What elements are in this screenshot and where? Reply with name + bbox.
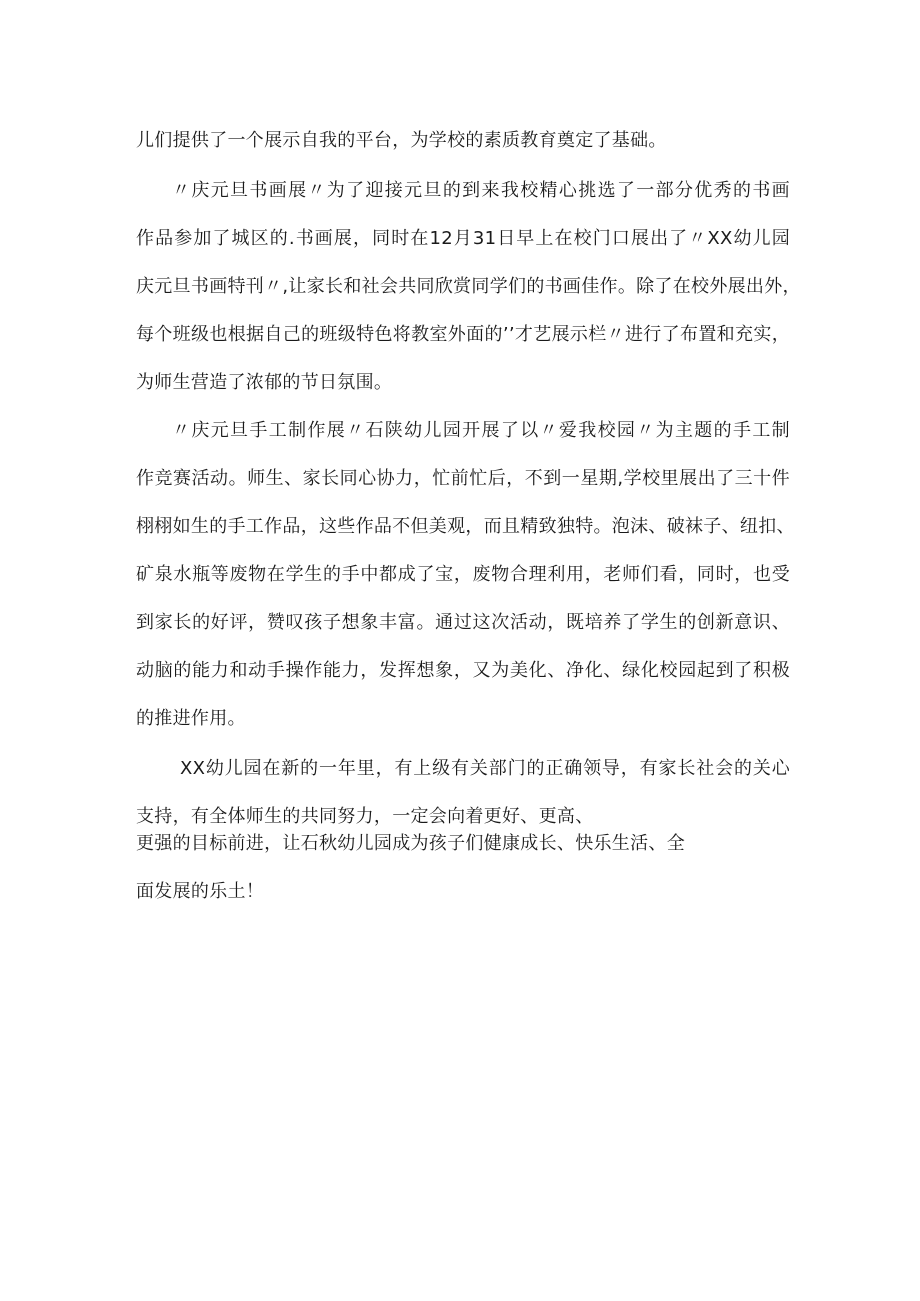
text-line: 面发展的乐土！ — [136, 881, 265, 902]
text-line: 儿们提供了一个展示自我的平台，为学校的素质教育奠定了基础。 — [136, 130, 667, 151]
text-line: 作竞赛活动。师生、家长同心协力，忙前忙后，不到一星期,学校里展出了三十件 — [136, 468, 790, 489]
text-line: 〃庆元旦手工制作展〃石陕幼儿园开展了以〃爱我校园〃为主题的手工制 — [172, 420, 790, 441]
text-line: XX幼儿园在新的一年里，有上级有关部门的正确领导，有家长社会的关心 — [180, 758, 790, 779]
text-line: 更强的目标前进，让石秋幼儿园成为孩子们健康成长、快乐生活、全 — [136, 833, 685, 854]
text-line: 每个班级也根据自己的班级特色将教室外面的’’才艺展示栏〃进行了布置和充实， — [136, 324, 790, 345]
text-line: 的推进作用。 — [136, 708, 246, 729]
text-line: 到家长的好评，赞叹孩子想象丰富。通过这次活动，既培养了学生的创新意识、 — [136, 612, 790, 633]
text-line: 作品参加了城区的.书画展，同时在12月31日早上在校门口展出了〃XX幼儿园 — [136, 228, 790, 249]
text-line: 动脑的能力和动手操作能力，发挥想象，又为美化、净化、绿化校园起到了积极 — [136, 660, 790, 681]
text-line: 〃庆元旦书画展〃为了迎接元旦的到来我校精心挑选了一部分优秀的书画 — [172, 180, 790, 201]
text-line: 为师生营造了浓郁的节日氛围。 — [136, 372, 393, 393]
text-line: 支持，有全体师生的共同努力，一定会向着更好、更高、 — [136, 806, 594, 827]
text-line: 矿泉水瓶等废物在学生的手中都成了宝，废物合理利用，老师们看，同时，也受 — [136, 564, 790, 585]
text-line: 庆元旦书画特刊〃,让家长和社会共同欣赏同学们的书画佳作。除了在校外展出外， — [136, 276, 801, 297]
text-line: 栩栩如生的手工作品，这些作品不但美观，而且精致独特。泡沫、破袜子、纽扣、 — [136, 516, 795, 537]
